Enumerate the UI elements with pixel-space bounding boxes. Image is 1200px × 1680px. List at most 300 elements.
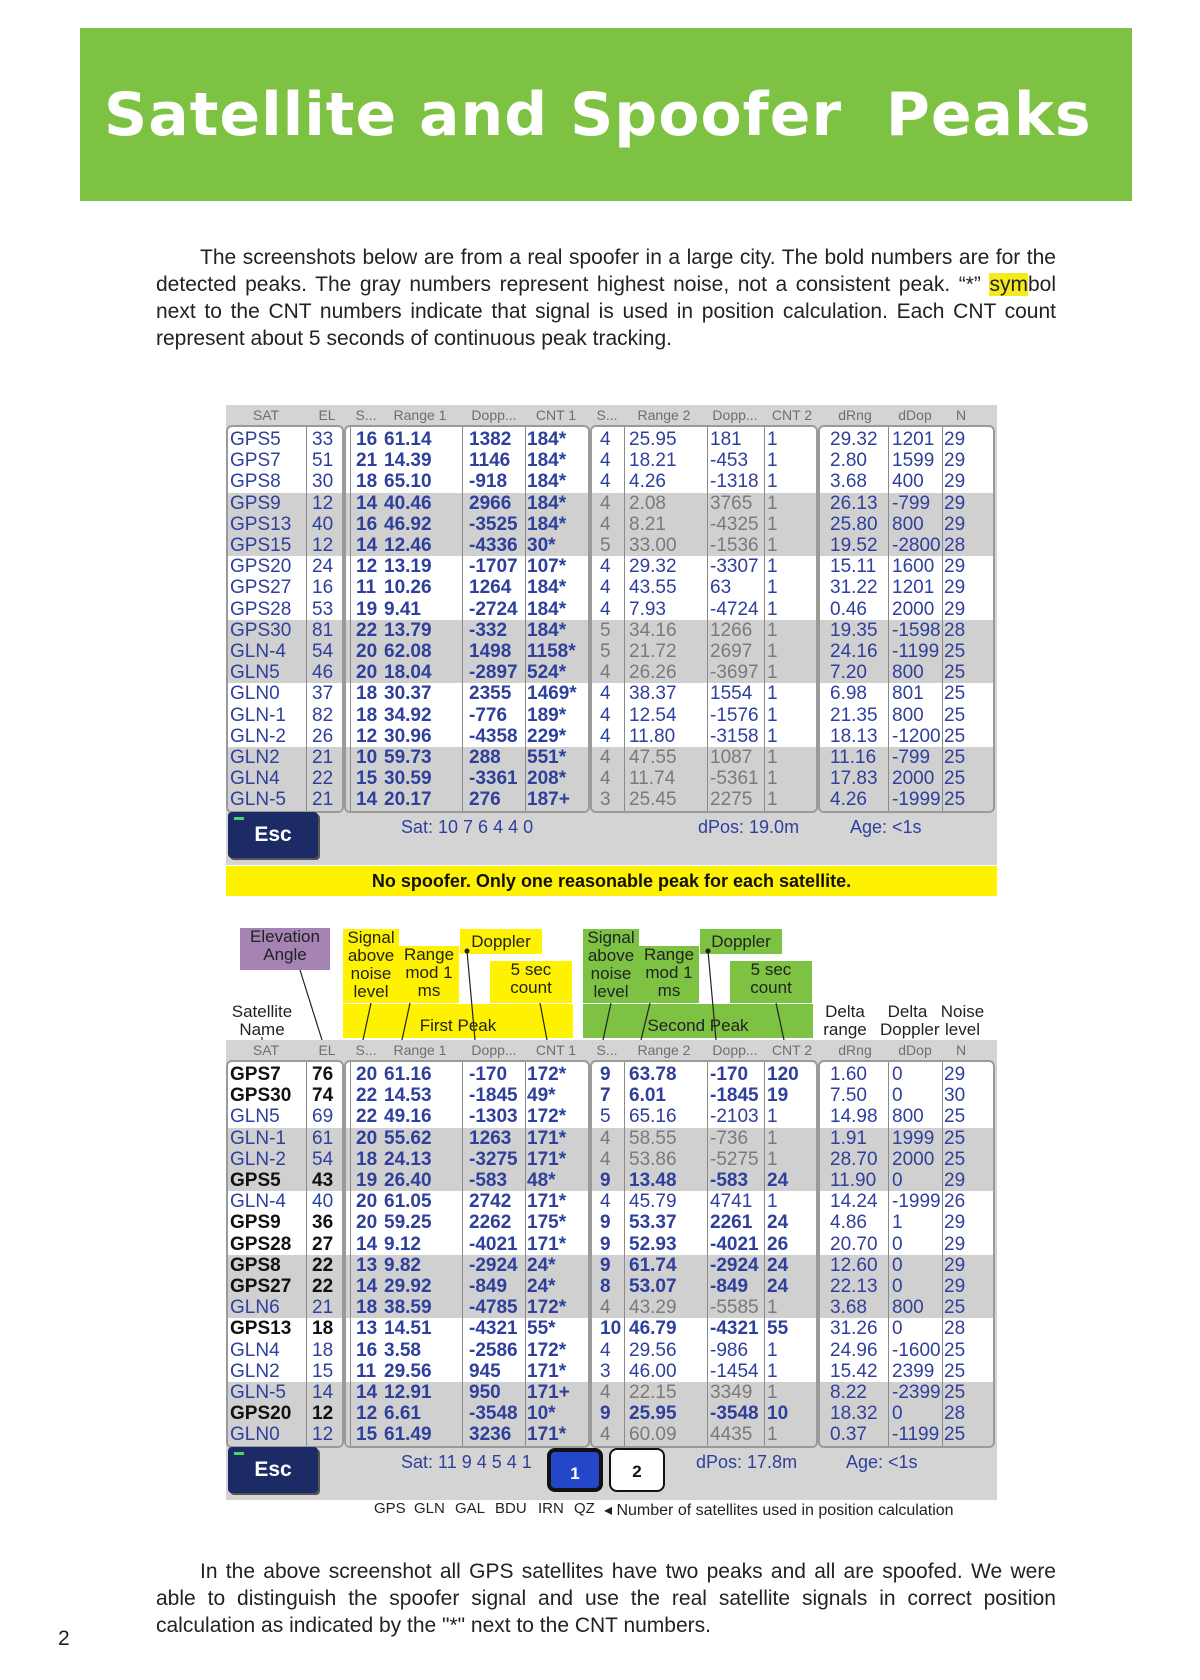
table-cell: GLN-2 [230, 1148, 286, 1170]
table-cell: 187+ [527, 789, 570, 811]
table-cell: -4336 [469, 535, 518, 556]
table-cell: 171* [527, 1360, 567, 1382]
table-row [592, 1276, 816, 1297]
table-cell: 7 [600, 1085, 611, 1107]
table-cell: GLN6 [230, 1297, 280, 1319]
table-cell: 8.22 [830, 1382, 867, 1403]
table-row [820, 1276, 993, 1297]
table-row [228, 1064, 342, 1085]
table-cell: 181 [710, 429, 742, 450]
table-cell: -799 [892, 747, 931, 768]
column-divider [306, 1062, 307, 1446]
table-cell: 1 [767, 704, 778, 726]
table-row [592, 1297, 816, 1318]
table-cell: GPS13 [230, 513, 292, 535]
table-cell: 1087 [710, 747, 753, 768]
label-count-1: 5 sec count [490, 961, 572, 1003]
table-cell: -4724 [710, 598, 759, 620]
table-cell: 28 [944, 1318, 966, 1340]
table-cell: -736 [710, 1127, 749, 1149]
table-cell: 20 [356, 1212, 378, 1234]
table-cell: 3349 [710, 1382, 753, 1403]
table-cell: 1600 [892, 556, 935, 578]
table-cell: -5361 [710, 768, 759, 790]
table-cell: 2275 [710, 789, 753, 811]
table-cell: 14 [356, 1276, 378, 1297]
table-cell: 25.95 [629, 429, 677, 450]
table-cell: 34.92 [384, 704, 432, 726]
table-cell: 12 [312, 1424, 334, 1446]
table-cell: -2924 [469, 1254, 518, 1276]
table-cell: 22.15 [629, 1382, 677, 1403]
table-cell: 43 [312, 1170, 334, 1191]
table-cell: 30.59 [384, 768, 432, 790]
table-cell: 1 [767, 1148, 778, 1170]
table-cell: 13.48 [629, 1170, 677, 1191]
table-cell: 10 [356, 747, 378, 768]
esc-button[interactable]: Esc [228, 1447, 318, 1493]
table-cell: 29 [944, 598, 966, 620]
table-cell: 800 [892, 1106, 924, 1128]
column-header: dDop [898, 1042, 932, 1058]
table-cell: 1 [767, 1339, 778, 1361]
table-cell: 4 [600, 768, 611, 790]
intro-text-1: The screenshots below are from a real spoofer in a large city. The bold numbers are for the detected peaks. The gray numbers represent highest noise, not a consistent peak. “*” [156, 246, 1056, 296]
table-column-group [226, 1060, 344, 1448]
table-cell: 25.45 [629, 789, 677, 811]
table-row [820, 1340, 993, 1361]
table-row [820, 1128, 993, 1149]
table-cell: -3275 [469, 1148, 518, 1170]
table-cell: GLN-5 [230, 789, 286, 811]
table-cell: -4321 [469, 1318, 518, 1340]
table-cell: 18 [356, 683, 378, 705]
table-cell: 10* [527, 1403, 556, 1425]
table-cell: 62.08 [384, 641, 432, 662]
table-cell: 25 [944, 1424, 966, 1446]
table-cell: 14.24 [830, 1191, 878, 1213]
table-cell: 69 [312, 1106, 334, 1128]
legend-gps: GPS [374, 1500, 406, 1517]
table-cell: -4021 [469, 1233, 518, 1255]
table-cell: 18.13 [830, 725, 878, 747]
table-cell: 63 [710, 577, 732, 599]
table-cell: -583 [710, 1170, 749, 1191]
table-cell: 8 [600, 1276, 611, 1297]
table-cell: 29 [944, 513, 966, 535]
table-row [346, 1191, 588, 1212]
table-row [592, 1234, 816, 1255]
table-cell: -1536 [710, 535, 759, 556]
table-cell: 25 [944, 1148, 966, 1170]
table-row [228, 1191, 342, 1212]
table-cell: 184* [527, 577, 567, 599]
column-header: S... [596, 1042, 618, 1058]
esc-button[interactable]: Esc [228, 812, 318, 858]
label-signal-2: Signal above noise level [583, 929, 639, 1003]
table-cell: GPS9 [230, 492, 281, 514]
table-cell: 13.79 [384, 619, 432, 641]
table-cell: -799 [892, 492, 931, 514]
table-row [228, 1424, 342, 1445]
table-cell: 45.79 [629, 1191, 677, 1213]
table-cell: 29 [944, 1170, 966, 1191]
label-satellite-name: Satellite Name [231, 1002, 293, 1039]
table-row [346, 1106, 588, 1127]
table-cell: -1303 [469, 1106, 518, 1128]
table-cell: 171* [527, 1148, 567, 1170]
table-cell: 4 [600, 683, 611, 705]
table-cell: -986 [710, 1339, 749, 1361]
table-cell: 38.37 [629, 683, 677, 705]
table-cell: 53.37 [629, 1212, 677, 1234]
table-cell: 25 [944, 1360, 966, 1382]
table-cell: 51 [312, 450, 334, 472]
table-cell: -4021 [710, 1233, 759, 1255]
table-cell: GPS8 [230, 1254, 281, 1276]
table-row [820, 1297, 993, 1318]
column-header: dRng [838, 407, 872, 423]
table-row [346, 1170, 588, 1191]
table-cell: 16 [356, 429, 378, 450]
table-cell: 1 [767, 1191, 778, 1213]
table-cell: 4 [600, 1191, 611, 1213]
table-cell: 3236 [469, 1424, 512, 1446]
table-cell: 21 [312, 789, 334, 811]
page-number: 2 [58, 1627, 70, 1650]
table-cell: -453 [710, 450, 749, 472]
table-cell: -2399 [892, 1382, 941, 1403]
table-cell: -2103 [710, 1106, 759, 1128]
table-cell: 10 [600, 1318, 622, 1340]
table-row [820, 1149, 993, 1170]
table-cell: 2399 [892, 1360, 935, 1382]
table-column-group [590, 1060, 818, 1448]
table-cell: 22.13 [830, 1276, 878, 1297]
table-cell: 40 [312, 513, 334, 535]
table-cell: 29.92 [384, 1276, 432, 1297]
table-cell: -1318 [710, 471, 759, 493]
table-cell: 14 [312, 1382, 334, 1403]
table-row [820, 1064, 993, 1085]
table-cell: 15.42 [830, 1360, 878, 1382]
table-cell: 12.54 [629, 704, 677, 726]
table-cell: 16 [356, 1339, 378, 1361]
table-cell: 0 [892, 1085, 903, 1107]
table-cell: 0 [892, 1318, 903, 1340]
table-cell: 29 [944, 429, 966, 450]
label-range-1: Range mod 1 ms [399, 946, 459, 1003]
table-cell: 4 [600, 704, 611, 726]
table-cell: 6.61 [384, 1403, 421, 1425]
table-cell: 33 [312, 429, 334, 450]
table-cell: GPS28 [230, 1233, 292, 1255]
table-cell: 25 [944, 1382, 966, 1403]
table-cell: 2262 [469, 1212, 512, 1234]
label-signal-1: Signal above noise level [343, 929, 399, 1003]
column-header: S... [596, 407, 618, 423]
table-cell: 14.53 [384, 1085, 432, 1107]
table-cell: 24 [312, 556, 334, 578]
table-cell: -849 [469, 1276, 508, 1297]
table-cell: 1 [767, 1424, 778, 1446]
table-cell: -583 [469, 1170, 508, 1191]
table-cell: 9 [600, 1064, 611, 1085]
table-cell: 29 [944, 492, 966, 514]
table-row [820, 1255, 993, 1276]
table-cell: 13 [356, 1254, 378, 1276]
table-cell: 3.68 [830, 471, 867, 493]
table-cell: 49.16 [384, 1106, 432, 1128]
table-cell: 184* [527, 619, 567, 641]
table-cell: 2000 [892, 598, 935, 620]
label-delta-doppler: Delta Doppler [880, 1002, 940, 1039]
table-cell: 18.21 [629, 450, 677, 472]
table-cell: 1554 [710, 683, 753, 705]
column-header: S... [355, 1042, 377, 1058]
table-cell: GLN5 [230, 1106, 280, 1128]
table-cell: -2724 [469, 598, 518, 620]
table-cell: -1576 [710, 704, 759, 726]
table-cell: 184* [527, 492, 567, 514]
table-cell: 184* [527, 471, 567, 493]
table-cell: 1 [767, 662, 778, 684]
table-row [228, 1149, 342, 1170]
column-header: Range 2 [637, 407, 691, 423]
table-row [820, 1191, 993, 1212]
table-cell: 11 [356, 1360, 377, 1382]
table-cell: 2355 [469, 683, 512, 705]
table-cell: 33.00 [629, 535, 677, 556]
label-range-2: Range mod 1 ms [639, 946, 699, 1003]
outro-paragraph [156, 1558, 1056, 1639]
table-cell: 27 [312, 1233, 334, 1255]
table-row [346, 1297, 588, 1318]
table-cell: 14 [356, 789, 378, 811]
table-row [228, 1297, 342, 1318]
table-cell: -1707 [469, 556, 518, 578]
table-cell: 61.14 [384, 429, 432, 450]
column-header: Range 1 [393, 1042, 447, 1058]
table-cell: -918 [469, 471, 508, 493]
table-row [592, 1403, 816, 1424]
table-cell: 58.55 [629, 1127, 677, 1149]
column-header: dRng [838, 1042, 872, 1058]
table-row [346, 1064, 588, 1085]
label-elevation: Elevation Angle [240, 928, 330, 970]
table-cell: 14.98 [830, 1106, 878, 1128]
table-cell: -3361 [469, 768, 518, 790]
table-cell: 19 [356, 1170, 378, 1191]
table-cell: 46 [312, 662, 334, 684]
table-cell: 21.35 [830, 704, 878, 726]
table-row [820, 1403, 993, 1424]
screen-tab-2[interactable]: 2 [609, 1448, 665, 1492]
table-cell: 1 [767, 725, 778, 747]
table-cell: -170 [710, 1064, 749, 1085]
table-cell: GPS9 [230, 1212, 281, 1234]
table-row [228, 1340, 342, 1361]
legend-qz: QZ [574, 1500, 595, 1517]
table-cell: 2.80 [830, 450, 867, 472]
label-delta-range: Delta range [823, 1002, 867, 1039]
table-cell: 4 [600, 598, 611, 620]
table-cell: 25 [944, 641, 966, 662]
table-row [820, 1212, 993, 1233]
table-cell: 19.52 [830, 535, 878, 556]
table-cell: GPS27 [230, 1276, 292, 1297]
table-cell: GLN5 [230, 662, 280, 684]
column-header: Dopp... [712, 407, 758, 423]
column-divider [888, 1062, 889, 1446]
table-row [592, 1149, 816, 1170]
table-cell: 14.51 [384, 1318, 432, 1340]
table-cell: 12 [356, 1403, 378, 1425]
table-cell: 12 [356, 725, 378, 747]
legend-bdu: BDU [495, 1500, 527, 1517]
table-row [346, 1318, 588, 1339]
table-cell: 4 [600, 747, 611, 768]
table-cell: 14 [356, 535, 378, 556]
table-cell: GPS8 [230, 471, 281, 493]
table-cell: 9 [600, 1233, 611, 1255]
table-cell: GPS13 [230, 1318, 292, 1340]
column-header: Dopp... [471, 407, 517, 423]
table-cell: 1999 [892, 1127, 935, 1149]
table-cell: 25.95 [629, 1403, 677, 1425]
table-cell: 1 [767, 1106, 778, 1128]
table-cell: 22 [356, 1085, 378, 1107]
table-cell: 14 [356, 1233, 378, 1255]
table-cell: 12 [312, 535, 334, 556]
table-cell: -1200 [892, 725, 941, 747]
legend-gal: GAL [455, 1500, 486, 1517]
table-cell: 11.74 [629, 768, 676, 790]
table-row [592, 1361, 816, 1382]
table-column-group [818, 1060, 995, 1448]
table-cell: 4.26 [629, 471, 666, 493]
table-row [228, 1403, 342, 1424]
table-cell: 13 [356, 1318, 378, 1340]
table-cell: 15 [312, 1360, 334, 1382]
screen-tab-1[interactable]: 1 [547, 1448, 603, 1492]
table-cell: -2924 [710, 1254, 759, 1276]
table-cell: 1469* [527, 683, 577, 705]
table-cell: 9 [600, 1170, 611, 1191]
table-cell: 61.49 [384, 1424, 432, 1446]
table-cell: 24 [767, 1254, 789, 1276]
label-first-peak: First Peak [343, 1004, 573, 1038]
table-cell: 945 [469, 1360, 501, 1382]
table-cell: 29 [944, 1212, 966, 1234]
table-cell: 34.16 [629, 619, 677, 641]
table-cell: GLN2 [230, 747, 280, 768]
table-cell: GLN0 [230, 1424, 280, 1446]
table-cell: 184* [527, 429, 567, 450]
column-header: CNT 1 [535, 1042, 577, 1058]
table-cell: 107* [527, 556, 567, 578]
table-cell: 55.62 [384, 1127, 432, 1149]
table-cell: 1599 [892, 450, 935, 472]
table-cell: 29.32 [629, 556, 677, 578]
table-cell: 0 [892, 1064, 903, 1085]
table-cell: 26 [944, 1191, 966, 1213]
table-cell: 1 [767, 535, 778, 556]
table-cell: 1 [767, 577, 778, 599]
table-cell: 1 [767, 768, 778, 790]
table-row [228, 1234, 342, 1255]
table-cell: 4741 [710, 1191, 753, 1213]
table-cell: 59.25 [384, 1212, 432, 1234]
table-cell: 25 [944, 662, 966, 684]
table-cell: 800 [892, 662, 924, 684]
table-cell: 6.98 [830, 683, 867, 705]
table-cell: 15 [356, 1424, 378, 1446]
table-row [346, 1403, 588, 1424]
screen-1-caption: No spoofer. Only one reasonable peak for each satellite. [226, 866, 997, 896]
table-cell: 2000 [892, 1148, 935, 1170]
table-cell: 25 [944, 725, 966, 747]
table-cell: 40.46 [384, 492, 432, 514]
table-cell: GLN-4 [230, 641, 286, 662]
table-cell: 22 [312, 768, 334, 790]
table-cell: 1 [767, 789, 778, 811]
table-cell: 20 [356, 662, 378, 684]
table-cell: 13.19 [384, 556, 432, 578]
table-cell: 26.26 [629, 662, 677, 684]
table-cell: 3.58 [384, 1339, 421, 1361]
table-cell: 171* [527, 1127, 567, 1149]
table-cell: 31.22 [830, 577, 878, 599]
label-noise-level: Noise level [940, 1002, 985, 1039]
table-cell: 29.56 [629, 1339, 677, 1361]
table-cell: 1264 [469, 577, 512, 599]
table-cell: 14 [356, 1382, 378, 1403]
column-header: Dopp... [712, 1042, 758, 1058]
table-cell: 2.08 [629, 492, 666, 514]
table-cell: -1845 [469, 1085, 518, 1107]
table-cell: 11 [356, 577, 377, 599]
table-cell: 551* [527, 747, 567, 768]
table-cell: 1 [767, 1382, 778, 1403]
table-cell: -776 [469, 704, 508, 726]
table-cell: 43.29 [629, 1297, 677, 1319]
table-row [228, 1106, 342, 1127]
column-header: EL [318, 1042, 336, 1058]
table-cell: 12 [312, 492, 334, 514]
table-cell: 4 [600, 577, 611, 599]
table-cell: -3158 [710, 725, 759, 747]
table-cell: 61.05 [384, 1191, 432, 1213]
table-cell: 54 [312, 641, 334, 662]
table-cell: 30 [312, 471, 334, 493]
table-cell: GPS28 [230, 598, 292, 620]
table-cell: GLN2 [230, 1360, 280, 1382]
table-cell: -3307 [710, 556, 759, 578]
table-cell: 46.79 [629, 1318, 677, 1340]
table-cell: -1598 [892, 619, 941, 641]
status-bar [226, 1444, 997, 1498]
table-row [346, 1255, 588, 1276]
table-row [346, 1085, 588, 1106]
table-cell: 1 [767, 513, 778, 535]
table-cell: 1 [767, 598, 778, 620]
table-cell: 76 [312, 1064, 334, 1085]
table-cell: GLN-4 [230, 1191, 286, 1213]
table-cell: GLN-2 [230, 725, 286, 747]
table-cell: 25.80 [830, 513, 878, 535]
table-cell: 524* [527, 662, 567, 684]
